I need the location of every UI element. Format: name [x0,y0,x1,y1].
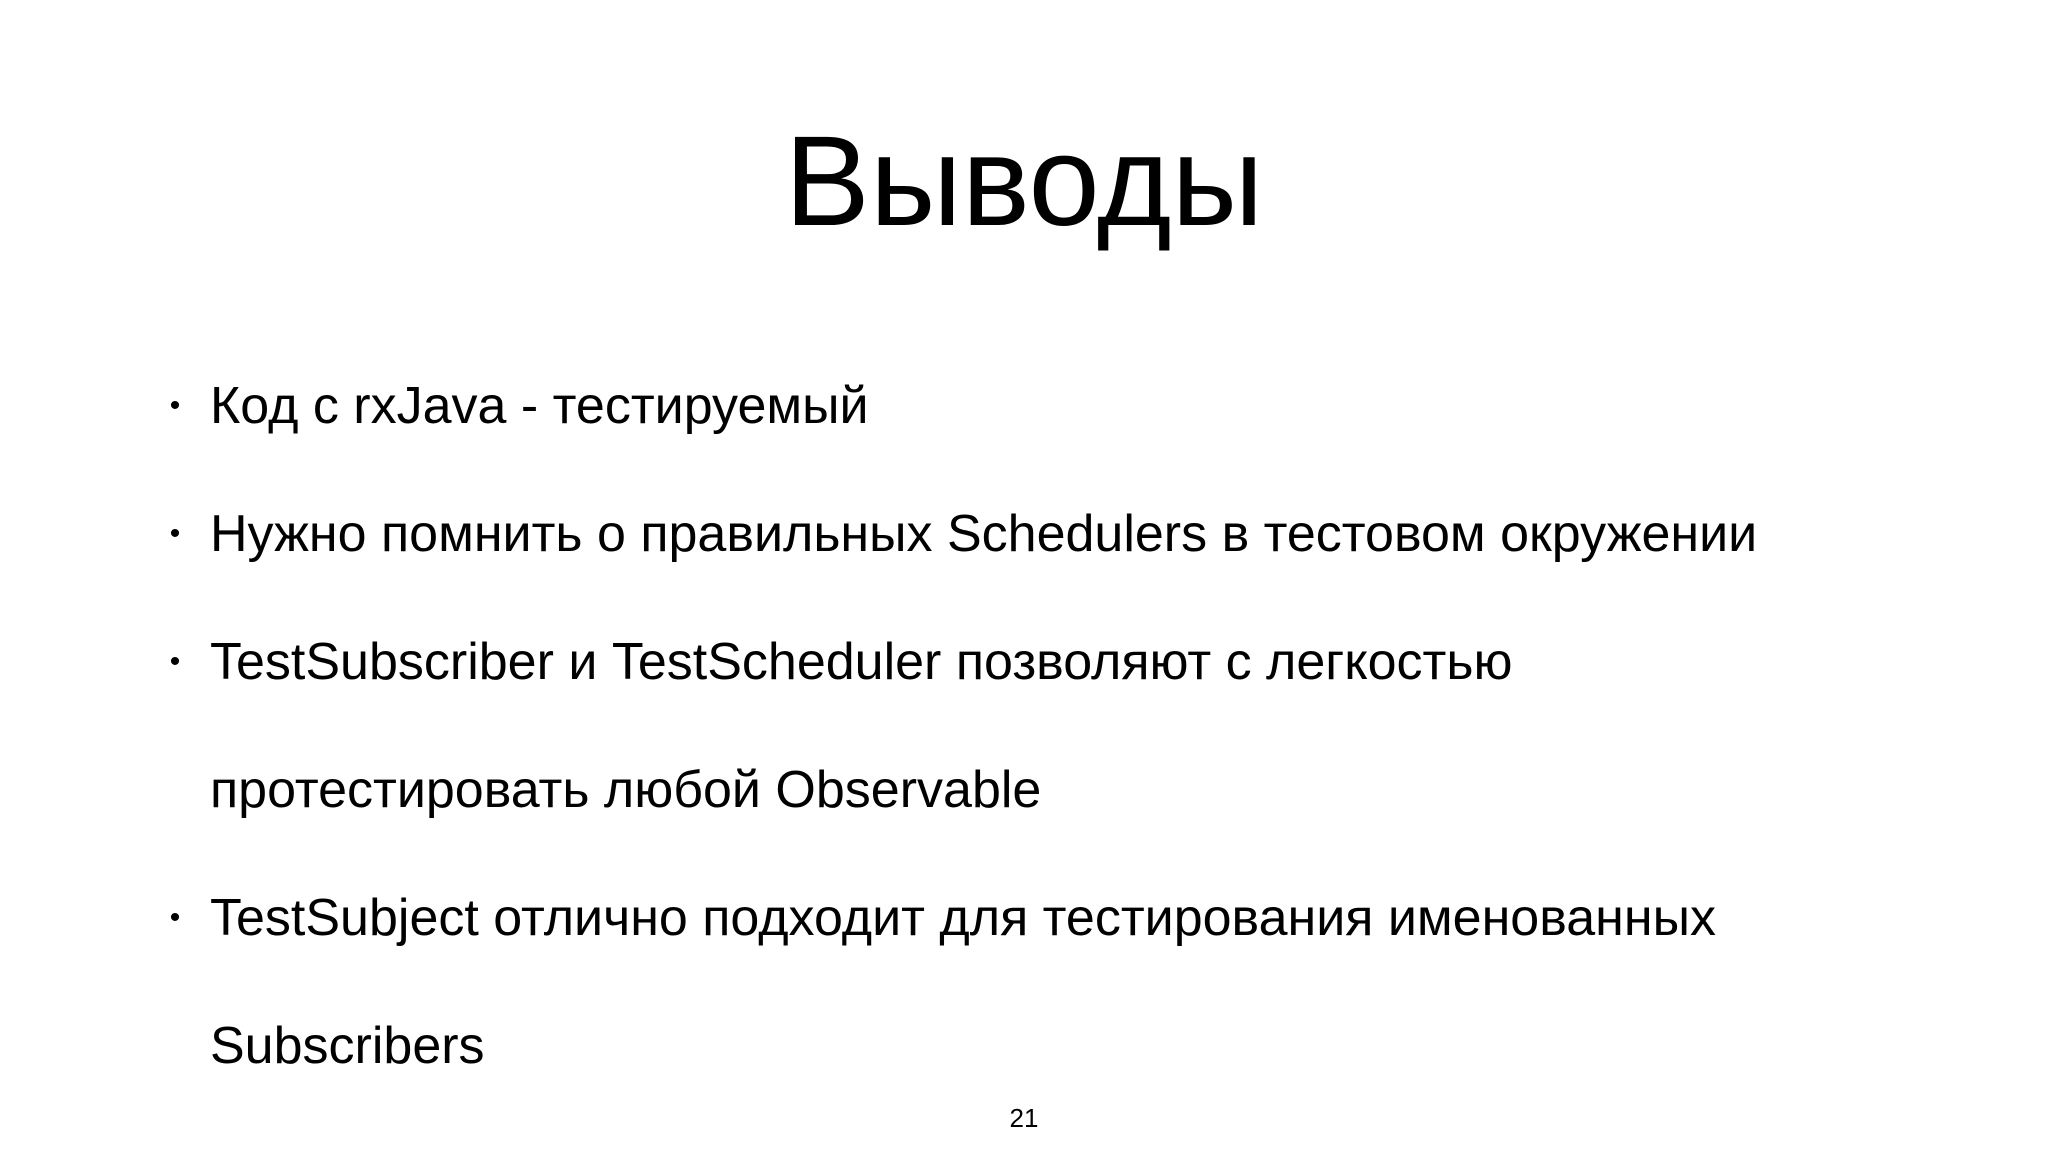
bullet-dot-icon: • [169,517,181,550]
bullet-item [169,470,1910,598]
bullet-dot-icon: • [169,901,181,934]
bullet-text: TestSubject отлично подходит для тестирования именованных Subscribers [210,889,1716,1075]
bullet-list [169,342,1910,1110]
bullet-text: TestSubscriber и TestScheduler позволяют с легкостью протестировать любой Observable [210,633,1513,819]
bullet-item [169,854,1910,1110]
bullet-text: Код с rxJava - тестируемый [210,377,869,435]
bullet-item [169,598,1910,854]
bullet-dot-icon: • [169,645,181,678]
slide-title: Выводы [784,110,1264,253]
bullet-item [169,342,1910,470]
page-number: 21 [1009,1103,1039,1133]
bullet-text: Нужно помнить о правильных Schedulers в тестовом окружении [210,505,1758,563]
bullet-dot-icon: • [169,389,181,422]
